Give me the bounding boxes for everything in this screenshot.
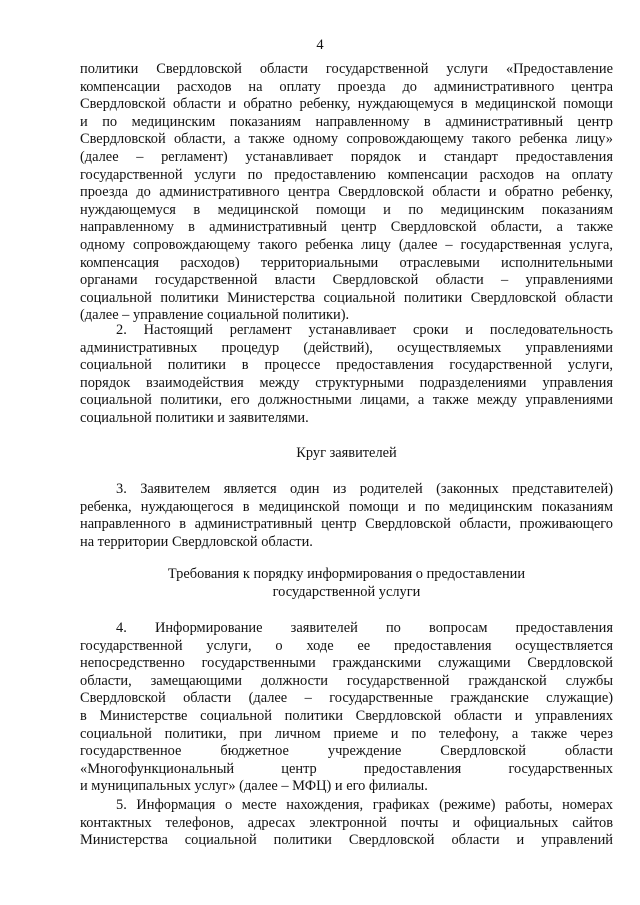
text-line: проезда до административного центра Свердловской области и обратно ребенку, bbox=[80, 184, 613, 201]
paragraph-5 bbox=[80, 797, 613, 850]
text-line: административных процедур (действий), осуществляемых управлениями bbox=[80, 339, 613, 356]
text-line: направленного в административный центр Свердловской области, проживающего bbox=[80, 516, 613, 533]
text-line: Свердловской области и обратно ребенку, нуждающемуся в медицинской помощи bbox=[80, 96, 613, 113]
heading-line: Требования к порядку информирования о предоставлении bbox=[167, 566, 526, 582]
text-line: государственной услуги по предоставлению компенсации расходов на оплату bbox=[80, 166, 613, 183]
paragraph-4 bbox=[80, 620, 613, 796]
text-line: на территории Свердловской области. bbox=[80, 533, 313, 550]
text-line: направленному в административный центр Свердловской области, а также bbox=[80, 219, 613, 236]
text-line: 5. Информация о месте нахождения, графиках (режиме) работы, номерах bbox=[116, 797, 613, 813]
text-line: (далее – управление социальной политики). bbox=[80, 307, 350, 324]
text-line: государственной услуги, о ходе ее предоставления осуществляется bbox=[80, 637, 613, 654]
heading-line: государственной услуги bbox=[272, 583, 421, 600]
text-line: компенсация расходов) территориальными отраслевыми исполнительными bbox=[80, 254, 613, 271]
text-line: социальной политики Министерства социальной политики Свердловской области bbox=[80, 289, 613, 306]
paragraph-2 bbox=[80, 322, 613, 428]
text-line: Министерства социальной политики Свердловской области и управлений bbox=[80, 832, 613, 849]
text-line: в Министерстве социальной политики Свердловской области и управлениях bbox=[80, 707, 613, 724]
text-line: нуждающемуся в медицинской помощи и по медицинским показаниям bbox=[80, 201, 613, 218]
heading-line: Круг заявителей bbox=[296, 445, 397, 461]
text-line: ребенка, нуждающегося в медицинской помощи и по медицинским показаниям bbox=[80, 498, 613, 515]
text-line: 4. Информирование заявителей по вопросам предоставления bbox=[116, 620, 613, 636]
text-line: (далее – регламент) устанавливает порядок и стандарт предоставления bbox=[80, 148, 613, 165]
text-line: 3. Заявителем является один из родителей (законных представителей) bbox=[116, 481, 613, 497]
page-number: 4 bbox=[316, 37, 324, 53]
text-line: социальной политики и заявителями. bbox=[80, 409, 309, 426]
text-line: компенсации расходов на оплату проезда до административного центра bbox=[80, 78, 613, 95]
paragraph-3 bbox=[80, 481, 613, 551]
text-line: и муниципальных услуг» (далее – МФЦ) и его филиалы. bbox=[80, 778, 428, 795]
text-line: и по медицинским показаниям направленному в административный центр bbox=[80, 113, 613, 130]
text-line: контактных телефонов, адресах электронной почты и официальных сайтов bbox=[80, 814, 613, 831]
text-line: непосредственно государственными гражданскими служащими Свердловской bbox=[80, 655, 613, 672]
text-line: органами государственной власти Свердловской области – управлениями bbox=[80, 272, 613, 289]
section-heading-applicants bbox=[80, 445, 613, 463]
text-line: государственное бюджетное учреждение Свердловской области bbox=[80, 743, 613, 760]
text-line: одному сопровождающему такого ребенка лицу (далее – государственная услуга, bbox=[80, 236, 613, 253]
text-line: «Многофункциональный центр предоставления государственных bbox=[80, 760, 613, 777]
text-line: социальной политики в процессе предоставления государственной услуги, bbox=[80, 357, 613, 374]
text-line: социальной политики, при личном приеме и по телефону, а также через bbox=[80, 725, 613, 742]
text-line: порядок взаимодействия между структурными подразделениями управления bbox=[80, 374, 613, 391]
paragraph-1-continuation bbox=[80, 61, 613, 325]
text-line: политики Свердловской области государственной услуги «Предоставление bbox=[80, 61, 613, 77]
text-line: Свердловской области, а также одному сопровождающему такого ребенка лицу» bbox=[80, 131, 613, 148]
text-line: Свердловской области (далее – государственные гражданские служащие) bbox=[80, 690, 613, 707]
text-line: области, замещающими должности государственной гражданской службы bbox=[80, 672, 613, 689]
section-heading-information-requirements bbox=[80, 566, 613, 601]
text-line: социальной политики, его должностными лицами, а также между управлениями bbox=[80, 392, 613, 409]
text-line: 2. Настоящий регламент устанавливает сроки и последовательность bbox=[116, 322, 613, 338]
